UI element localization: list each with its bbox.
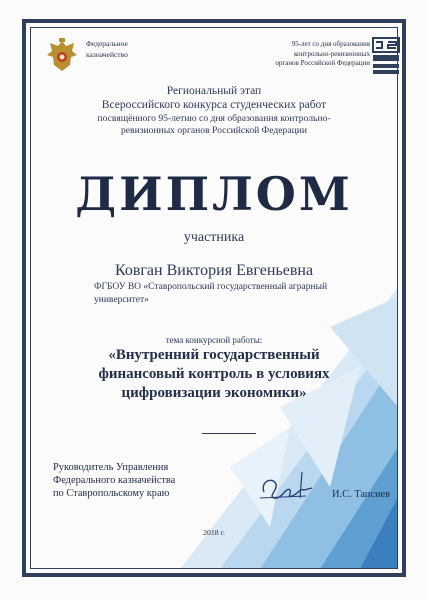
anniversary-text: [270, 40, 370, 69]
signer-position-line: по Ставропольскому краю: [53, 488, 170, 499]
double-headed-eagle-emblem-icon: [44, 37, 80, 75]
topic-label: тема конкурсной работы:: [165, 335, 263, 345]
institution-line: университет»: [94, 295, 149, 305]
diploma-title: ДИПЛОМ: [75, 167, 353, 221]
stage-line: Региональный этап: [166, 85, 262, 97]
topic-line: цифровизации экономики»: [121, 385, 307, 401]
institution-line: ФГБОУ ВО «Ставропольский государственный аграрный: [94, 282, 328, 292]
dedication: [30, 113, 398, 137]
topic-line: «Внутренний государственный: [108, 347, 320, 363]
anniversary-line: контрольно-ревизионных: [294, 49, 370, 58]
signer-position: [53, 461, 233, 500]
signer-name: И.С. Тапсиев: [332, 489, 391, 500]
dedication-line: ревизионных органов Российской Федерации: [121, 125, 307, 136]
anniversary-logo-icon: [372, 36, 400, 76]
issue-year: 2018 г.: [203, 528, 225, 537]
anniversary-line: 95-лет со дня образования: [291, 40, 370, 48]
org-name-line: Федеральное: [86, 39, 128, 48]
diploma-subtitle: участника: [183, 230, 245, 245]
anniversary-line: органов Российской Федерации: [275, 59, 370, 67]
dedication-line: посвящённого 95-летию со дня образования контрольно-: [97, 113, 331, 124]
signer-position-line: Федерального казначейства: [53, 475, 176, 486]
signer-position-line: Руководитель Управления: [53, 462, 169, 473]
topic-line: финансовый контроль в условиях: [98, 366, 330, 382]
recipient-name: Ковган Виктория Евгеньевна: [114, 262, 314, 279]
handwritten-signature: [256, 468, 316, 506]
topic-title: [30, 346, 398, 403]
topic-divider: [202, 433, 256, 434]
contest-line: Всероссийского конкурса студенческих работ: [101, 99, 327, 111]
org-name-line: казначейство: [86, 50, 128, 59]
org-name: [86, 38, 128, 60]
recipient-institution: [94, 281, 394, 307]
